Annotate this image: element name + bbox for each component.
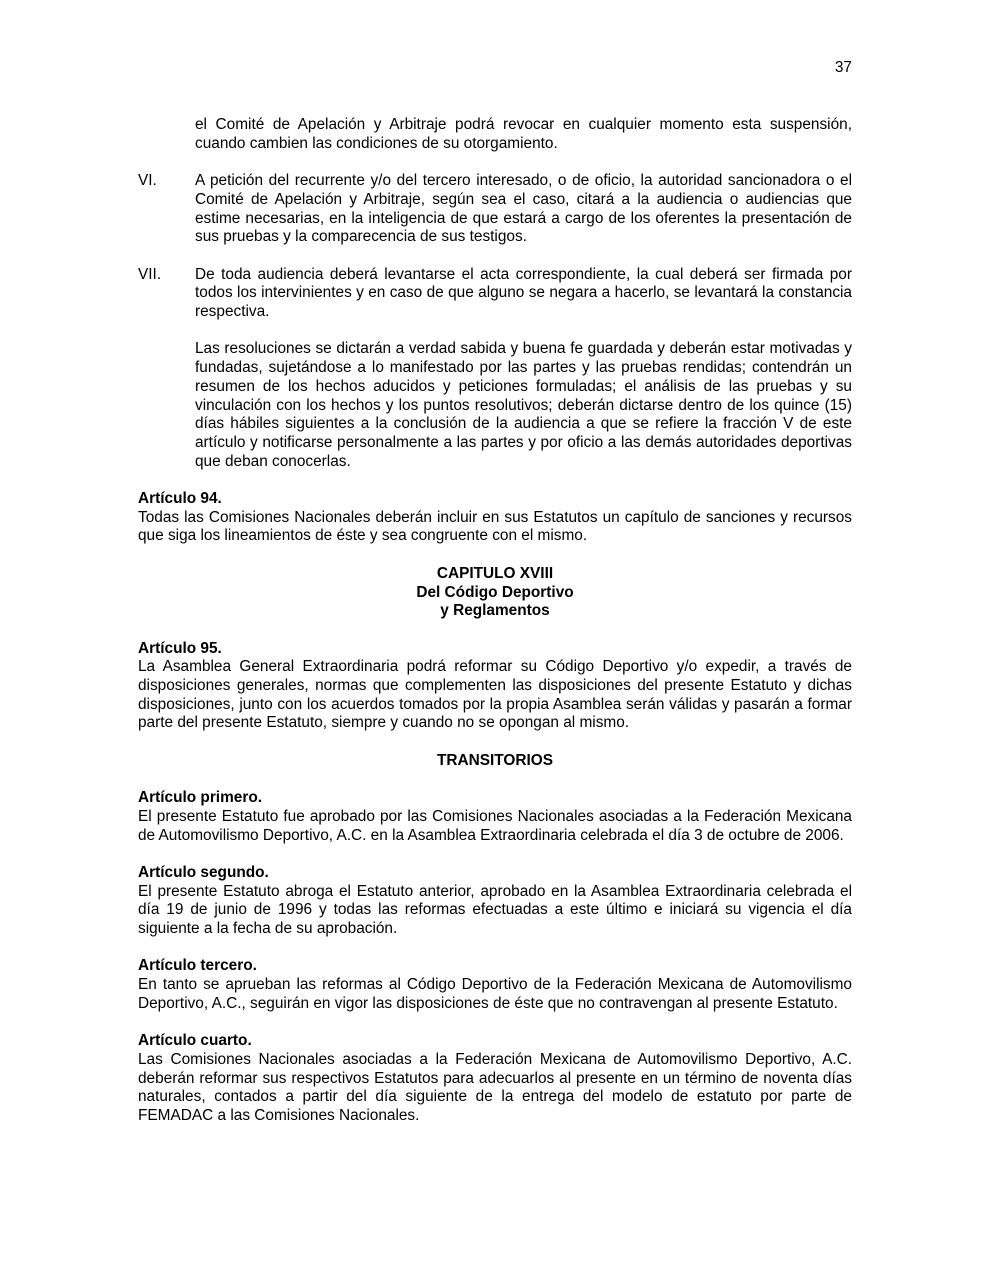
chapter-number: CAPITULO XVIII: [436, 564, 554, 582]
transitorio-primero: [138, 789, 852, 845]
list-item-vii: [138, 266, 852, 322]
article-text: La Asamblea General Extraordinaria podrá reformar su Código Deportivo y/o expedir, a través de disposiciones generales, normas que complementen las disposiciones del presente Estatuto y dichas disposiciones, junto con los acuerdos tomados por la propia Asamblea serán válidas y pasarán a formar parte del presente Estatuto, siempre y cuando no se opongan al mismo.: [138, 658, 852, 732]
list-item-text: A petición del recurrente y/o del tercero interesado, o de oficio, la autoridad sancionadora o el Comité de Apelación y Arbitraje, según sea el caso, citará a la audiencia o audiencias que estime necesarias, en la inteligencia de que estará a cargo de los oferentes la presentación de sus pruebas y la comparecencia de sus testigos.: [195, 172, 852, 246]
page-number: 37: [834, 59, 852, 76]
article-94: [138, 490, 852, 546]
article-heading: Artículo tercero.: [138, 957, 257, 975]
chapter-heading: [138, 565, 852, 621]
article-heading: Artículo 95.: [138, 639, 222, 657]
list-item-vi: [138, 172, 852, 247]
article-text: Las Comisiones Nacionales asociadas a la Federación Mexicana de Automovilismo Deportivo, A.C. deberán reformar sus respectivos Estatutos para adecuarlos al presente en un término de noventa días naturales, contados a partir del día siguiente de la entrega del modelo de estatuto por parte de FEMADAC a las Comisiones Nacionales.: [138, 1050, 852, 1125]
article-text: El presente Estatuto fue aprobado por las Comisiones Nacionales asociadas a la Federación Mexicana de Automovilismo Deportivo, A.C. en la Asamblea Extraordinaria celebrada el día 3 de octubre de 2006.: [138, 807, 852, 844]
article-text: El presente Estatuto abroga el Estatuto anterior, aprobado en la Asamblea Extraordinaria celebrada el día 19 de junio de 1996 y todas las reformas efectuadas a este último e iniciará su vigencia el día siguiente a la fecha de su aprobación.: [138, 882, 852, 938]
chapter-title-line-1: Del Código Deportivo: [416, 583, 574, 601]
article-heading: Artículo 94.: [138, 490, 222, 507]
transitorio-cuarto: [138, 1032, 852, 1126]
document-body: [138, 116, 852, 1126]
chapter-title-line-2: y Reglamentos: [440, 602, 550, 620]
article-heading: Artículo primero.: [138, 789, 262, 807]
transitorio-tercero: [138, 957, 852, 1013]
transitorio-segundo: [138, 864, 852, 939]
list-numeral: VI.: [138, 172, 157, 190]
article-text: En tanto se aprueban las reformas al Código Deportivo de la Federación Mexicana de Automovilismo Deportivo, A.C., seguirán en vigor las disposiciones de éste que no contravengan al presente Estatuto.: [138, 976, 852, 1012]
article-95: [138, 640, 852, 734]
intro-continuation: el Comité de Apelación y Arbitraje podrá revocar en cualquier momento esta suspensión, cuando cambien las condiciones de su otorgamiento.: [195, 116, 852, 152]
article-text: Todas las Comisiones Nacionales deberán incluir en sus Estatutos un capítulo de sanciones y recursos que siga los lineamientos de éste y sea congruente con el mismo.: [138, 508, 852, 545]
transitorios-title: TRANSITORIOS: [436, 751, 553, 769]
article-heading: Artículo cuarto.: [138, 1032, 252, 1050]
article-heading: Artículo segundo.: [138, 863, 269, 881]
list-item-text: De toda audiencia deberá levantarse el acta correspondiente, la cual deberá ser firmada por todos los intervinientes y en caso de que alguno se negara a hacerlo, se levantará la constancia respectiva.: [195, 265, 852, 320]
list-numeral: VII.: [138, 265, 162, 283]
resolutions-paragraph: Las resoluciones se dictarán a verdad sabida y buena fe guardada y deberán estar motivadas y fundadas, sujetándose a lo manifestado por las partes y las pruebas rendidas; contendrán un resumen de los hechos aducidos y peticiones formuladas; el análisis de las pruebas y su vinculación con los hechos y los puntos resolutivos; deberán dictarse dentro de los quince (15) días hábiles siguientes a la conclusión de la audiencia a que se refiere la fracción V de este artículo y notificarse personalmente a las partes y por oficio a las demás autoridades deportivas que deban conocerlas.: [195, 340, 852, 470]
